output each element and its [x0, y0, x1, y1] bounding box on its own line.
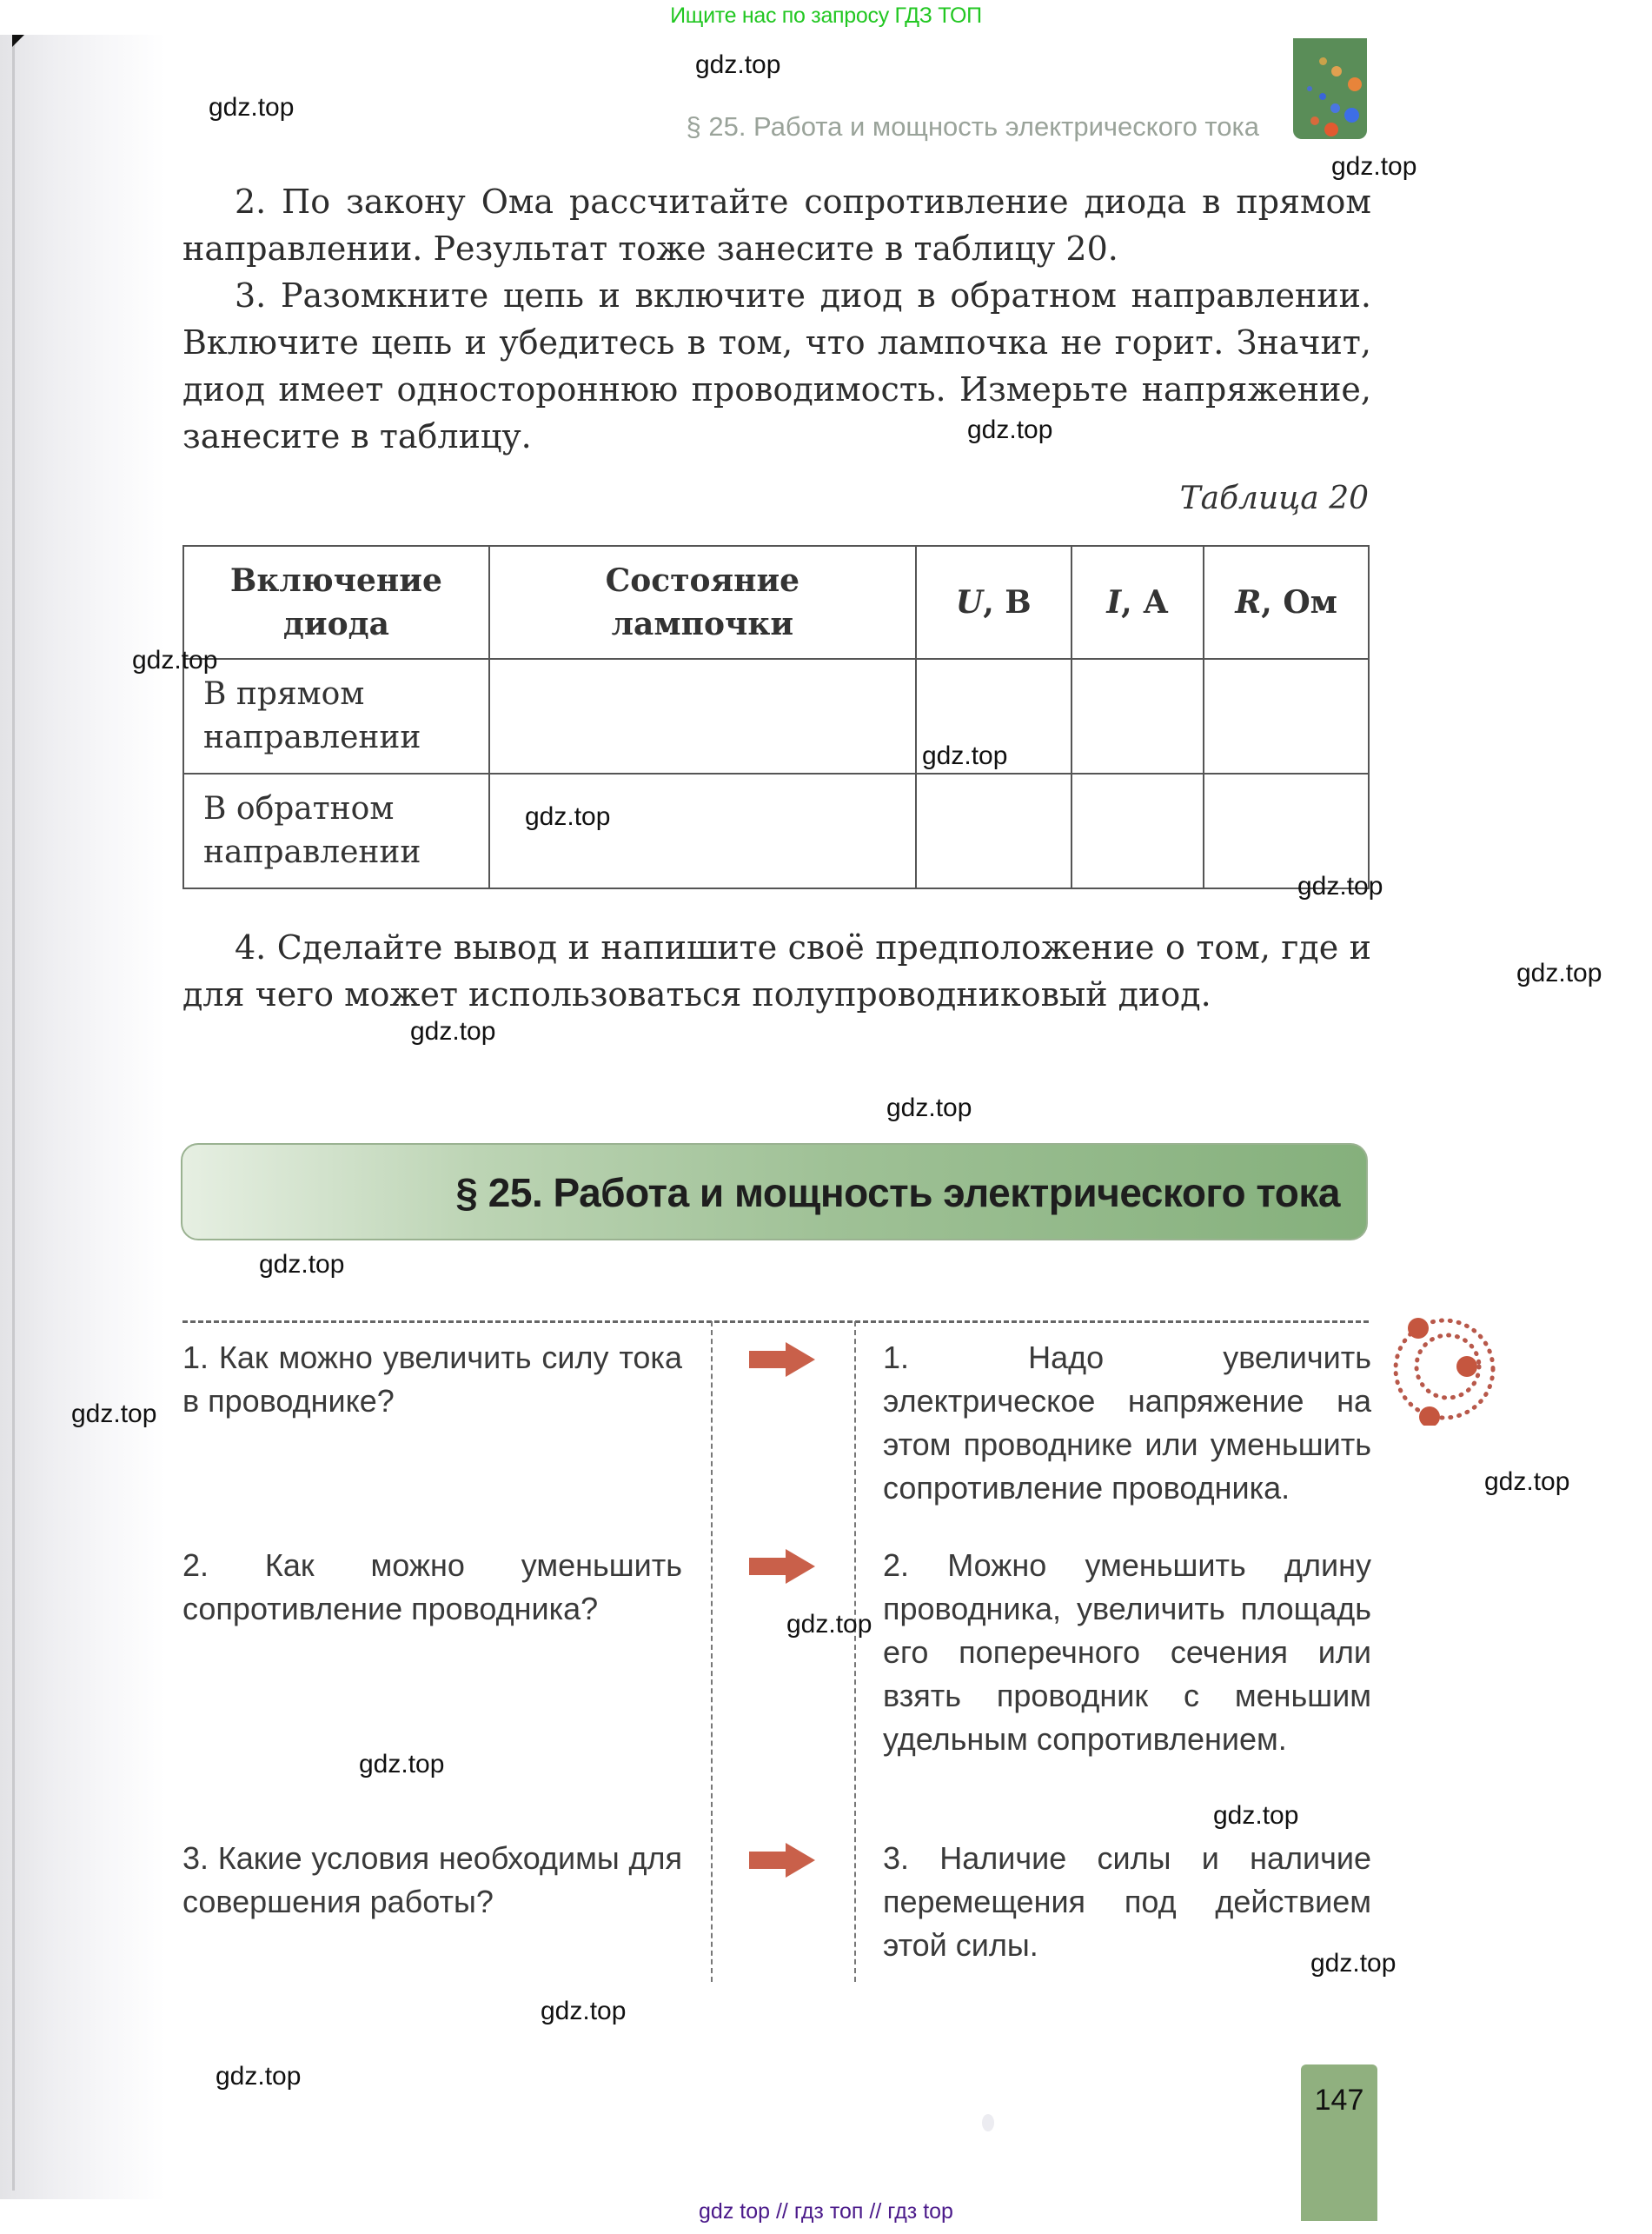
- instruction-step-2: [182, 178, 1371, 272]
- watermark: gdz.top: [209, 93, 295, 122]
- cell-u-reverse[interactable]: [916, 774, 1071, 888]
- watermark: gdz.top: [216, 2062, 302, 2091]
- header-current: I, А: [1071, 546, 1204, 659]
- watermark: gdz.top: [259, 1250, 345, 1279]
- page-number-tab: [1301, 2064, 1377, 2221]
- header-voltage: U, В: [916, 546, 1071, 659]
- promo-banner[interactable]: Ищите нас по запросу ГДЗ ТОП: [670, 3, 982, 28]
- question-2: 2. Как можно уменьшить сопротивление проводника?: [182, 1547, 682, 1626]
- watermark: gdz.top: [967, 416, 1053, 444]
- row-label-reverse: В обратном направлении: [183, 774, 489, 888]
- watermark: gdz.top: [359, 1750, 445, 1779]
- watermark: gdz.top: [1331, 152, 1417, 181]
- arrow-right-icon: [747, 1547, 817, 1586]
- cell-i-reverse[interactable]: [1071, 774, 1204, 888]
- qa-top-divider: [182, 1320, 1369, 1323]
- watermark: gdz.top: [132, 646, 218, 675]
- cell-i-forward[interactable]: [1071, 659, 1204, 774]
- cell-r-forward[interactable]: [1204, 659, 1369, 774]
- watermark: gdz.top: [786, 1610, 872, 1639]
- watermark: gdz.top: [410, 1017, 496, 1046]
- row-label-forward: В прямом направлении: [183, 659, 489, 774]
- corner-mark: [12, 35, 24, 47]
- arrow-right-icon: [747, 1340, 817, 1379]
- table-row: [183, 659, 1369, 774]
- watermark: gdz.top: [886, 1094, 972, 1122]
- instruction-step-4: [182, 924, 1371, 1018]
- chapter-tab-molecules-icon: [1293, 38, 1367, 139]
- step-2-text: 2. По закону Ома рассчитайте сопротивление диода в прямом направлении. Результат тоже занесите в таблицу 20.: [182, 183, 1371, 268]
- watermark: gdz.top: [541, 1997, 627, 2025]
- header-resistance: R, Ом: [1204, 546, 1369, 659]
- header-lamp-state: Состояние лампочки: [489, 546, 916, 659]
- table-header-row: [183, 546, 1369, 659]
- instruction-step-3: [182, 272, 1371, 460]
- watermark: gdz.top: [922, 741, 1008, 770]
- table-caption: Таблица 20: [1179, 481, 1369, 516]
- atom-orbit-icon: [1390, 1313, 1503, 1426]
- table-row: [183, 774, 1369, 888]
- watermark: gdz.top: [525, 802, 611, 831]
- page-number: 147: [1314, 2084, 1364, 2117]
- watermark: gdz.top: [1297, 872, 1383, 901]
- step-4-text: 4. Сделайте вывод и напишите своё предположение о том, где и для чего может использоваться полупроводниковый диод.: [182, 928, 1371, 1014]
- watermark: gdz.top: [1310, 1949, 1397, 1978]
- scan-artifact: [982, 2114, 994, 2131]
- page-gutter-shadow: [0, 35, 165, 2199]
- question-1: 1. Как можно увеличить силу тока в проводнике?: [182, 1340, 682, 1419]
- header-diode-connection: Включение диода: [183, 546, 489, 659]
- qa-column-divider-left: [711, 1321, 713, 1982]
- footer-links[interactable]: gdz top // гдз топ // гдз top: [699, 2199, 953, 2224]
- running-head: § 25. Работа и мощность электрического тока: [686, 111, 1259, 142]
- answer-2: 2. Можно уменьшить длину проводника, увеличить площадь его поперечного сечения или взять проводник с меньшим удельным сопротивлением.: [883, 1547, 1371, 1757]
- watermark: gdz.top: [695, 50, 781, 79]
- watermark: gdz.top: [1516, 959, 1602, 987]
- section-banner: [181, 1143, 1368, 1240]
- step-3-text: 3. Разомкните цепь и включите диод в обратном направлении. Включите цепь и убедитесь в том, что лампочка не горит. Значит, диод имеет одностороннюю проводимость. Измерьте напряжение, занесите в таблицу.: [182, 276, 1371, 455]
- section-title: § 25. Работа и мощность электрического тока: [455, 1170, 1340, 1215]
- page-edge: [12, 35, 15, 2191]
- watermark: gdz.top: [71, 1400, 157, 1428]
- results-table-20: [182, 545, 1370, 889]
- answer-3: 3. Наличие силы и наличие перемещения под действием этой силы.: [883, 1840, 1371, 1963]
- question-3: 3. Какие условия необходимы для совершения работы?: [182, 1840, 682, 1919]
- qa-column-divider-right: [854, 1321, 856, 1982]
- watermark: gdz.top: [1484, 1467, 1570, 1496]
- watermark: gdz.top: [1213, 1801, 1299, 1830]
- cell-lamp-forward[interactable]: [489, 659, 916, 774]
- arrow-right-icon: [747, 1841, 817, 1879]
- answer-1: 1. Надо увеличить электрическое напряжение на этом проводнике или уменьшить сопротивление проводника.: [883, 1340, 1371, 1506]
